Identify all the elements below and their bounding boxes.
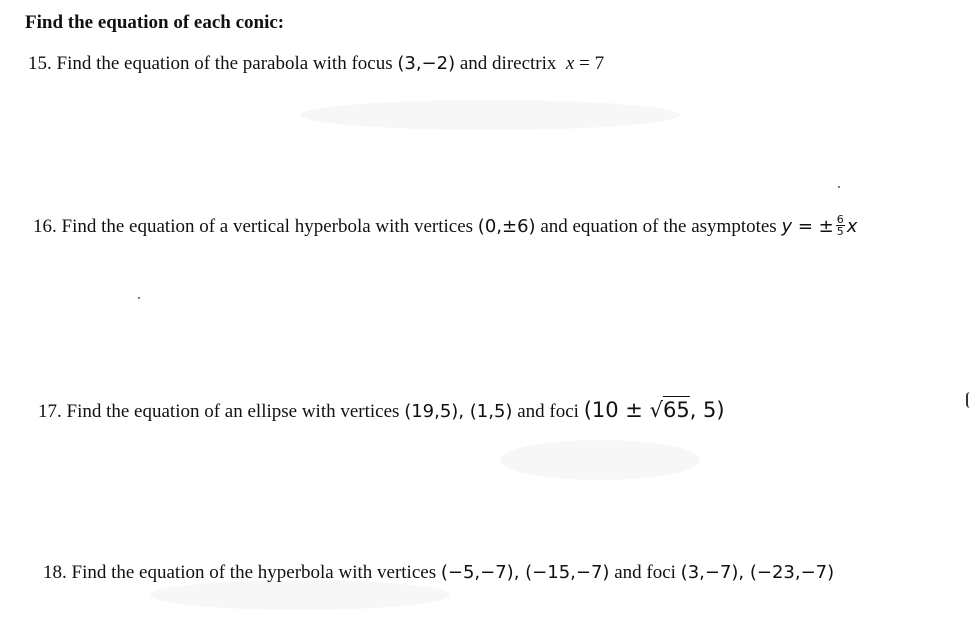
scan-speck xyxy=(838,186,840,188)
problem-number: 18. xyxy=(43,562,67,583)
problem-18 xyxy=(43,562,834,584)
scan-smudge xyxy=(300,100,680,130)
scan-speck xyxy=(138,297,140,299)
problem-number: 16. xyxy=(33,216,57,237)
problem-conjunction: and foci xyxy=(517,401,579,422)
problem-conjunction: and equation of the asymptotes xyxy=(540,216,777,237)
problem-conjunction: and directrix xyxy=(459,53,557,74)
asymptote-lhs: y xyxy=(781,216,793,237)
vertices-points: (19,5), (1,5) xyxy=(404,401,513,422)
focus-point: (3,−2) xyxy=(397,53,456,74)
section-heading: Find the equation of each conic: xyxy=(25,12,285,33)
directrix-value: = 7 xyxy=(574,53,605,74)
scan-smudge xyxy=(150,580,450,610)
asymptote-slope-fraction xyxy=(836,214,845,237)
problem-conjunction: and foci xyxy=(614,562,676,583)
problem-text: Find the equation of the parabola with focus xyxy=(56,53,393,74)
fraction-denominator: 5 xyxy=(836,225,844,239)
problem-number: 15. xyxy=(28,53,52,74)
foci-points: (3,−7), (−23,−7) xyxy=(680,562,835,583)
problem-15 xyxy=(28,53,604,75)
problem-text: Find the equation of an ellipse with vertices xyxy=(66,401,400,422)
sqrt-sign: √ xyxy=(649,398,663,422)
scan-smudge xyxy=(500,440,700,480)
vertices-point: (0,±6) xyxy=(477,216,536,237)
vertices-points: (−5,−7), (−15,−7) xyxy=(440,562,610,583)
problem-number: 17. xyxy=(38,401,62,422)
problem-text: Find the equation of a vertical hyperbola with vertices xyxy=(61,216,474,237)
foci-close: , 5) xyxy=(689,398,725,422)
foci-open: (10 ± xyxy=(583,398,650,422)
foci-expression xyxy=(584,398,725,422)
fraction-numerator: 6 xyxy=(836,213,844,227)
problem-text: Find the equation of the hyperbola with vertices xyxy=(71,562,437,583)
directrix-variable: x xyxy=(565,53,575,74)
page-edge-mark xyxy=(966,392,971,408)
asymptote-variable: x xyxy=(846,216,858,237)
problem-17 xyxy=(38,398,725,423)
sqrt-radicand: 65 xyxy=(662,398,690,422)
problem-16 xyxy=(33,213,858,239)
asymptote-operator: = ± xyxy=(792,216,834,237)
square-root xyxy=(650,398,690,422)
